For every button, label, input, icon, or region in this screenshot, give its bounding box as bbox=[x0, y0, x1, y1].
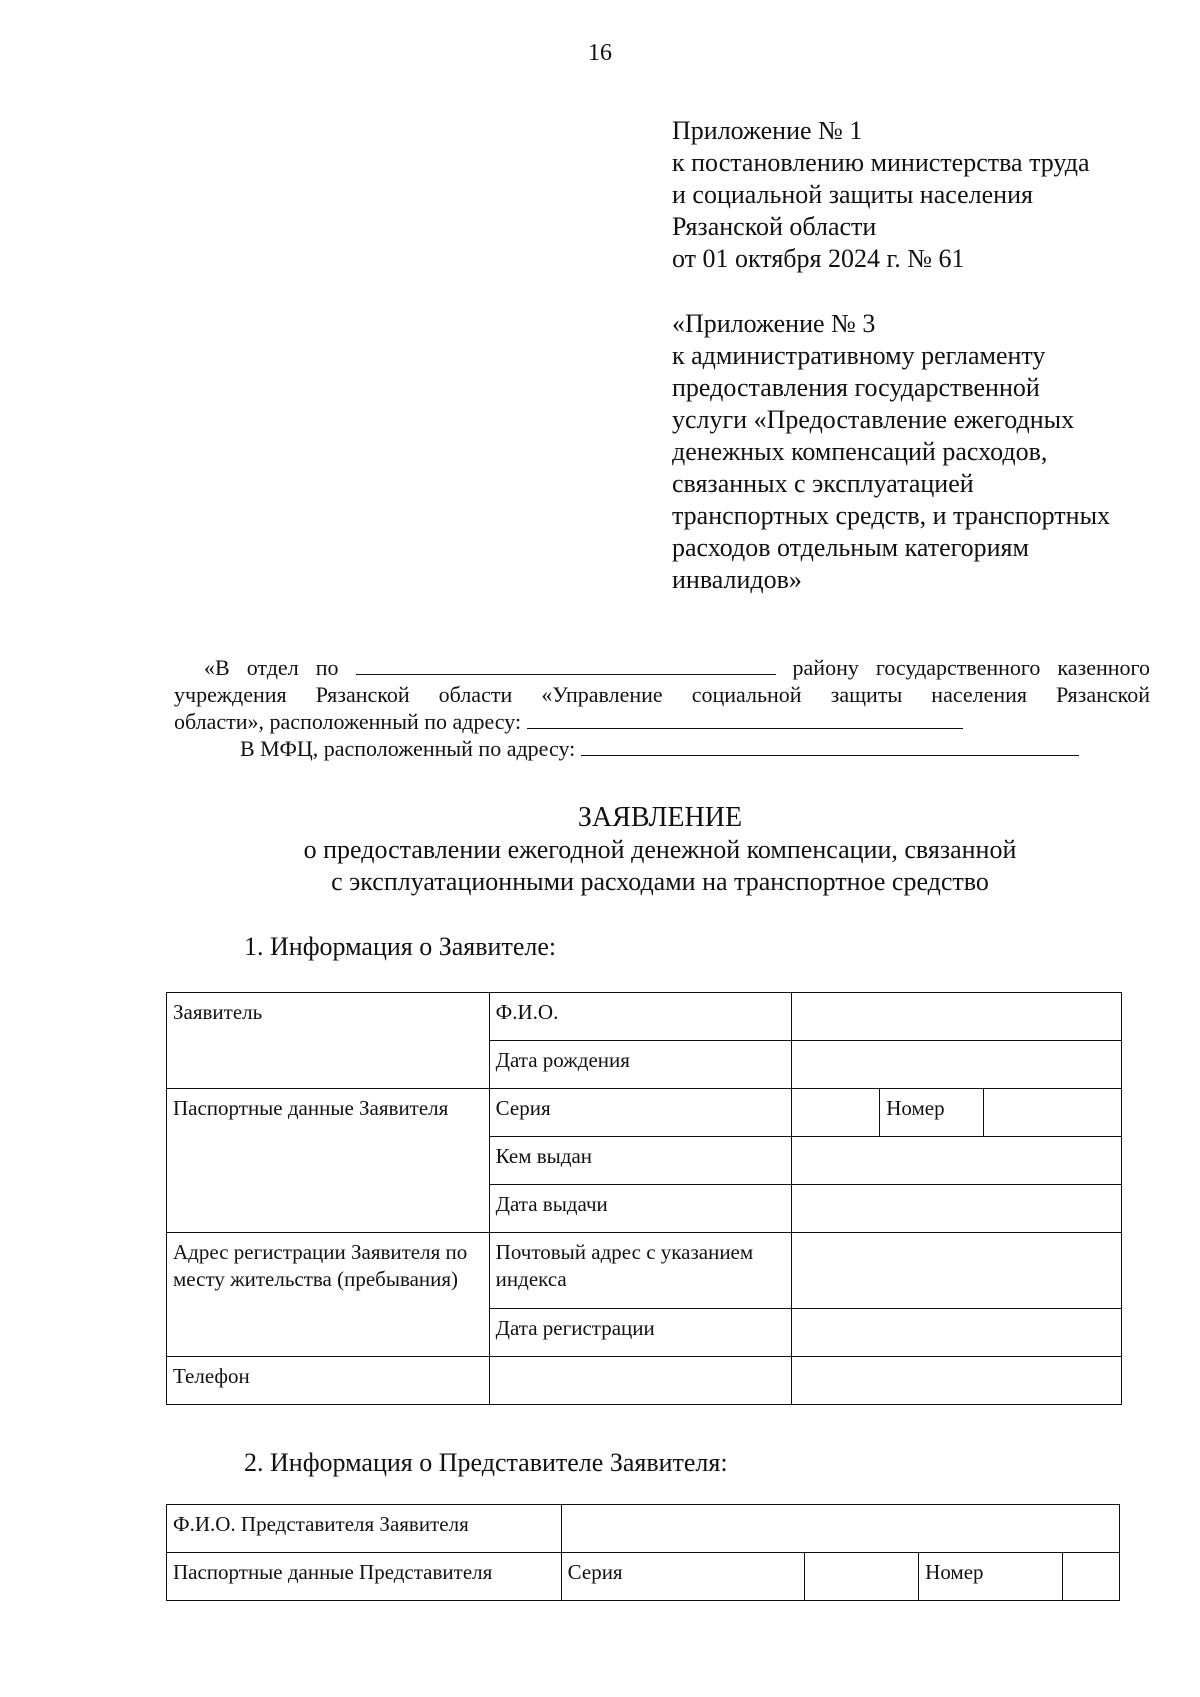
annex-1-line: от 01 октября 2024 г. № 61 bbox=[672, 244, 965, 273]
rep-fio-field[interactable] bbox=[561, 1505, 1119, 1553]
annex-3-header bbox=[672, 308, 1110, 596]
series-label: Серия bbox=[489, 1089, 792, 1137]
phone-label: Телефон bbox=[167, 1357, 490, 1405]
phone-extra-field[interactable] bbox=[792, 1357, 1122, 1405]
rep-passport-label: Паспортные данные Представителя bbox=[167, 1553, 562, 1601]
reg-date-label: Дата регистрации bbox=[489, 1309, 792, 1357]
annex-3-line: предоставления государственной bbox=[672, 373, 1040, 402]
document-subtitle-1: о предоставлении ежегодной денежной компенсации, связанной bbox=[303, 835, 1017, 864]
mfc-line bbox=[174, 735, 1150, 762]
annex-1-line: Приложение № 1 bbox=[672, 116, 863, 145]
annex-3-line: расходов отдельным категориям bbox=[672, 533, 1029, 562]
annex-3-line: «Приложение № 3 bbox=[672, 309, 876, 338]
annex-1-line: к постановлению министерства труда bbox=[672, 148, 1090, 177]
document-title: ЗАЯВЛЕНИЕ bbox=[577, 802, 743, 833]
issue-date-label: Дата выдачи bbox=[489, 1185, 792, 1233]
annex-3-line: к административному регламенту bbox=[672, 341, 1046, 370]
document-title-block bbox=[0, 802, 1200, 898]
birth-date-field[interactable] bbox=[792, 1041, 1122, 1089]
page-number: 16 bbox=[588, 40, 612, 66]
department-address-block bbox=[174, 654, 1150, 762]
representative-info-table bbox=[166, 1504, 1120, 1601]
fio-label: Ф.И.О. bbox=[489, 993, 792, 1041]
number-label: Номер bbox=[880, 1089, 984, 1137]
issue-date-field[interactable] bbox=[792, 1185, 1122, 1233]
annex-3-line: услуги «Предоставление ежегодных bbox=[672, 405, 1075, 434]
phone-field[interactable] bbox=[489, 1357, 792, 1405]
number-field[interactable] bbox=[984, 1089, 1122, 1137]
mfc-address-label: В МФЦ, расположенный по адресу: bbox=[240, 736, 576, 761]
series-field[interactable] bbox=[792, 1089, 880, 1137]
department-line-1 bbox=[174, 654, 1150, 681]
postal-address-field[interactable] bbox=[792, 1233, 1122, 1309]
reg-date-field[interactable] bbox=[792, 1309, 1122, 1357]
reg-address-label: Адрес регистрации Заявителя по месту жительства (пребывания) bbox=[167, 1233, 490, 1357]
document-subtitle-2: с эксплуатационными расходами на транспортное средство bbox=[331, 867, 989, 896]
mfc-address-blank[interactable] bbox=[581, 735, 1079, 756]
postal-address-label: Почтовый адрес с указанием индекса bbox=[489, 1233, 792, 1309]
rep-fio-label: Ф.И.О. Представителя Заявителя bbox=[167, 1505, 562, 1553]
annex-3-line: транспортных средств, и транспортных bbox=[672, 501, 1111, 530]
issued-by-field[interactable] bbox=[792, 1137, 1122, 1185]
rep-number-field[interactable] bbox=[1063, 1553, 1120, 1601]
department-prefix: «В отдел по bbox=[204, 655, 339, 680]
annex-3-line: связанных с эксплуатацией bbox=[672, 469, 974, 498]
annex-3-line: инвалидов» bbox=[672, 565, 802, 594]
district-blank-field[interactable] bbox=[356, 654, 776, 675]
rep-series-field[interactable] bbox=[805, 1553, 919, 1601]
department-suffix: району государственного казенного bbox=[792, 655, 1151, 680]
annex-1-header bbox=[672, 115, 1090, 275]
department-address-label: области», расположенный по адресу: bbox=[174, 709, 522, 734]
birth-date-label: Дата рождения bbox=[489, 1041, 792, 1089]
section-2-heading: 2. Информация о Представителе Заявителя: bbox=[244, 1448, 728, 1477]
rep-series-label: Серия bbox=[561, 1553, 805, 1601]
passport-label: Паспортные данные Заявителя bbox=[167, 1089, 490, 1233]
department-address-blank[interactable] bbox=[527, 708, 963, 729]
rep-number-label: Номер bbox=[919, 1553, 1063, 1601]
applicant-info-table bbox=[166, 992, 1122, 1405]
annex-1-line: Рязанской области bbox=[672, 212, 877, 241]
issued-by-label: Кем выдан bbox=[489, 1137, 792, 1185]
department-line-2: учреждения Рязанской области «Управление социальной защиты населения Рязанской bbox=[174, 682, 1150, 707]
section-1-heading: 1. Информация о Заявителе: bbox=[244, 932, 557, 961]
applicant-label: Заявитель bbox=[167, 993, 490, 1089]
fio-field[interactable] bbox=[792, 993, 1122, 1041]
department-line-3 bbox=[174, 708, 1150, 735]
annex-1-line: и социальной защиты населения bbox=[672, 180, 1033, 209]
annex-3-line: денежных компенсаций расходов, bbox=[672, 437, 1048, 466]
